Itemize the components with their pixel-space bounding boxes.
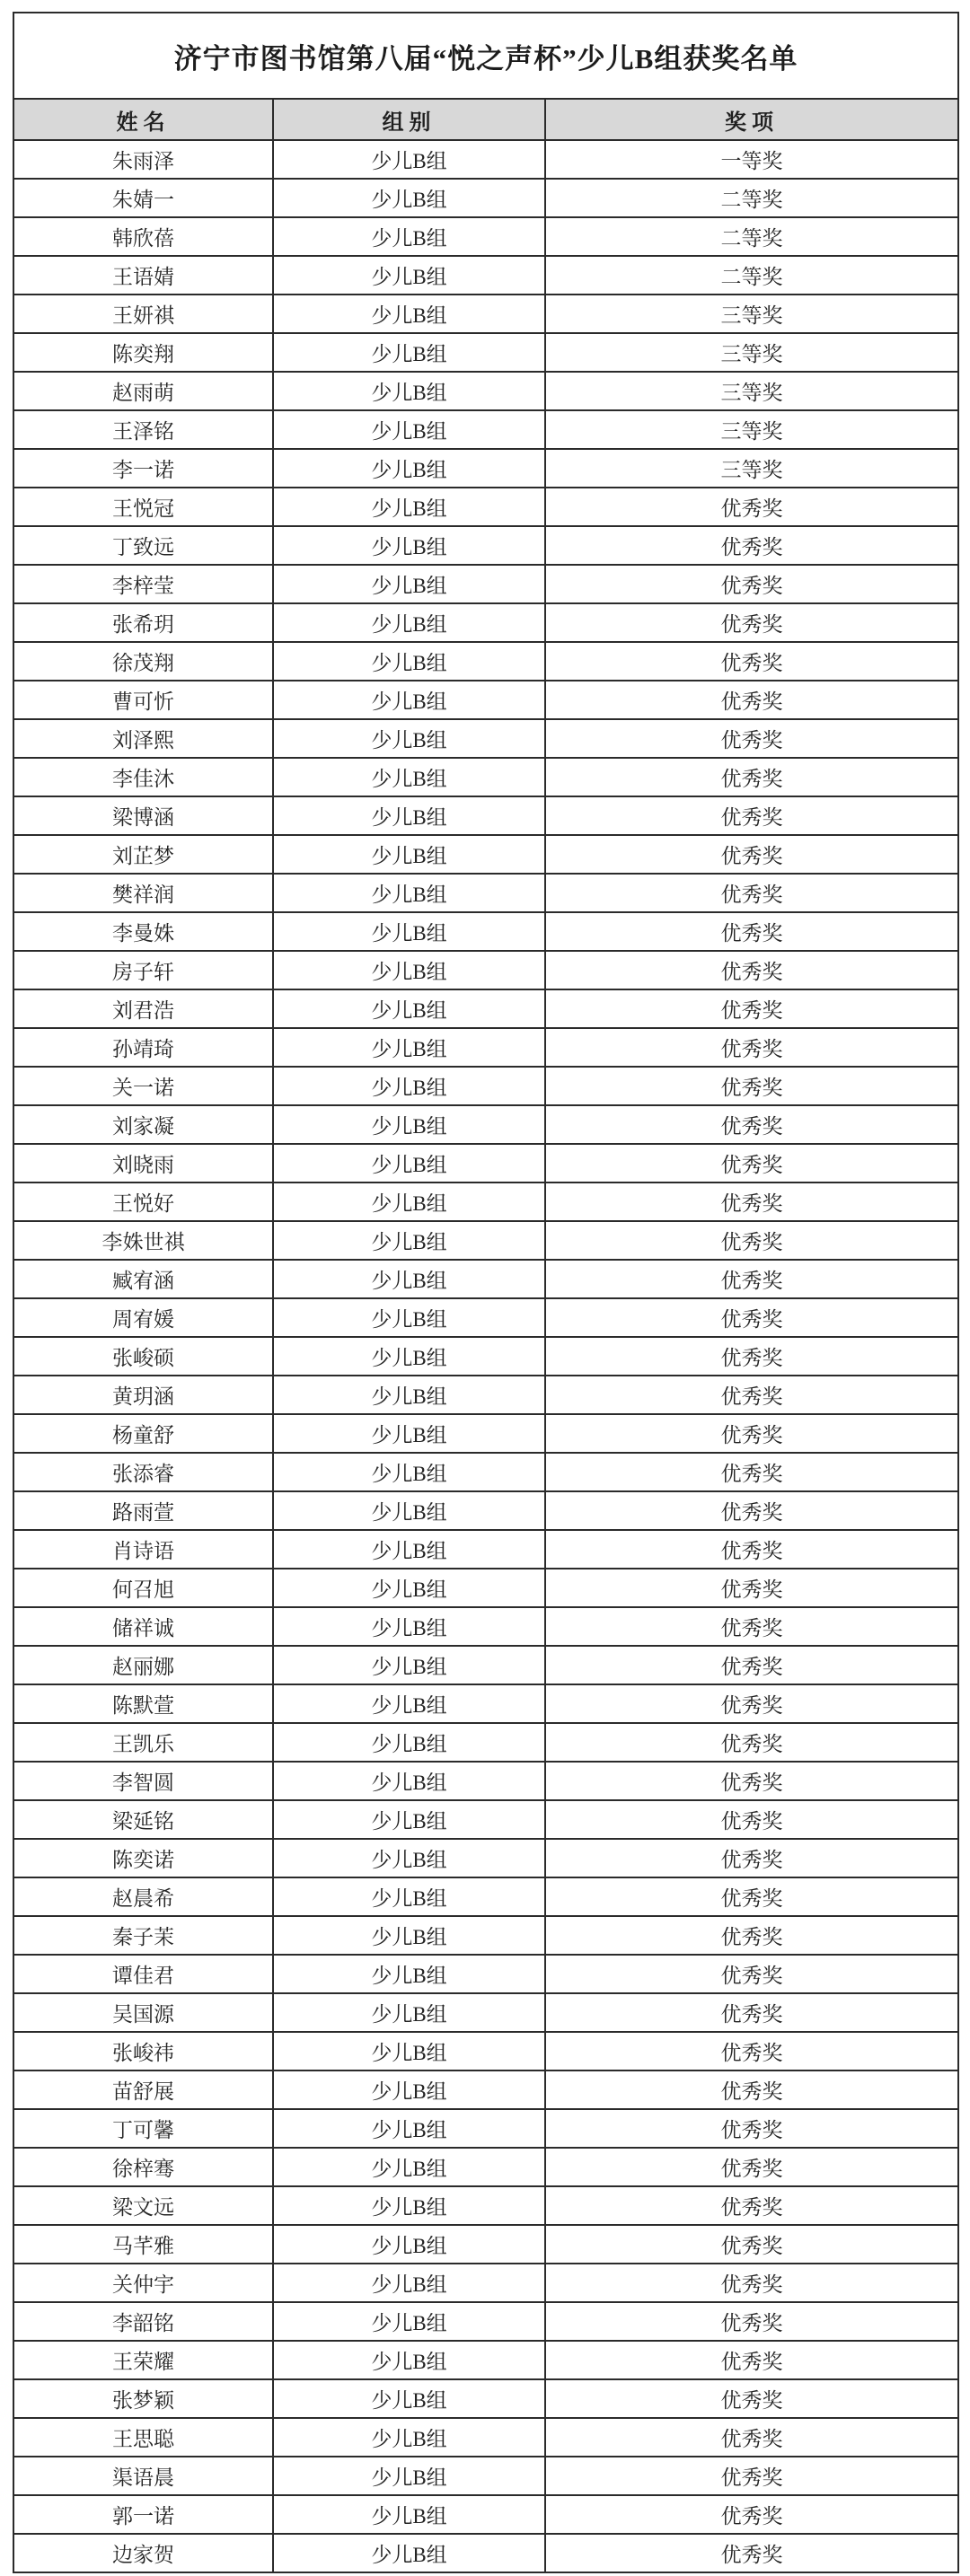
table-row <box>13 912 958 951</box>
group-cell: 少儿B组 <box>273 912 545 951</box>
award-cell: 三等奖 <box>545 372 958 410</box>
group-cell: 少儿B组 <box>273 2534 545 2572</box>
table-row <box>13 1414 958 1453</box>
name-cell: 徐茂翔 <box>13 642 273 681</box>
award-cell: 优秀奖 <box>545 2302 958 2341</box>
award-cell: 优秀奖 <box>545 1723 958 1762</box>
group-cell: 少儿B组 <box>273 1530 545 1569</box>
table-row <box>13 179 958 217</box>
group-cell: 少儿B组 <box>273 2186 545 2225</box>
table-row <box>13 1298 958 1337</box>
name-cell: 丁可馨 <box>13 2109 273 2148</box>
award-cell: 优秀奖 <box>545 1530 958 1569</box>
award-cell: 二等奖 <box>545 256 958 295</box>
award-cell: 优秀奖 <box>545 2379 958 2418</box>
name-cell: 朱雨泽 <box>13 140 273 179</box>
table-row <box>13 1607 958 1646</box>
group-cell: 少儿B组 <box>273 1105 545 1144</box>
name-cell: 刘泽熙 <box>13 719 273 758</box>
name-cell: 李姝世祺 <box>13 1221 273 1260</box>
group-cell: 少儿B组 <box>273 1800 545 1839</box>
table-row <box>13 758 958 796</box>
table-row <box>13 1221 958 1260</box>
group-cell: 少儿B组 <box>273 874 545 912</box>
name-cell: 赵雨萌 <box>13 372 273 410</box>
group-cell: 少儿B组 <box>273 2418 545 2457</box>
group-cell: 少儿B组 <box>273 1646 545 1684</box>
table-row <box>13 2148 958 2186</box>
award-cell: 优秀奖 <box>545 1144 958 1182</box>
group-cell: 少儿B组 <box>273 256 545 295</box>
table-row <box>13 1028 958 1067</box>
group-cell: 少儿B组 <box>273 1569 545 1607</box>
award-cell: 优秀奖 <box>545 565 958 603</box>
group-cell: 少儿B组 <box>273 603 545 642</box>
name-cell: 马芊雅 <box>13 2225 273 2264</box>
table-row <box>13 2109 958 2148</box>
table-row <box>13 1491 958 1530</box>
table-row <box>13 449 958 488</box>
table-row <box>13 796 958 835</box>
award-cell: 优秀奖 <box>545 1877 958 1916</box>
award-cell: 优秀奖 <box>545 2109 958 2148</box>
name-cell: 徐梓骞 <box>13 2148 273 2186</box>
table-row <box>13 1569 958 1607</box>
award-list-sheet <box>13 12 957 2573</box>
name-cell: 王凯乐 <box>13 1723 273 1762</box>
award-cell: 优秀奖 <box>545 1839 958 1877</box>
table-row <box>13 1877 958 1916</box>
table-row <box>13 2225 958 2264</box>
group-cell: 少儿B组 <box>273 2341 545 2379</box>
name-cell: 杨童舒 <box>13 1414 273 1453</box>
name-cell: 张添睿 <box>13 1453 273 1491</box>
award-cell: 优秀奖 <box>545 1916 958 1955</box>
group-cell: 少儿B组 <box>273 2148 545 2186</box>
group-cell: 少儿B组 <box>273 1684 545 1723</box>
award-cell: 三等奖 <box>545 333 958 372</box>
col-header-name: 姓名 <box>13 99 273 140</box>
award-cell: 优秀奖 <box>545 874 958 912</box>
name-cell: 张希玥 <box>13 603 273 642</box>
award-cell: 优秀奖 <box>545 1491 958 1530</box>
award-cell: 优秀奖 <box>545 1993 958 2032</box>
title-row <box>13 13 958 99</box>
table-row <box>13 2302 958 2341</box>
table-row <box>13 835 958 874</box>
award-cell: 优秀奖 <box>545 2457 958 2495</box>
group-cell: 少儿B组 <box>273 449 545 488</box>
award-cell: 优秀奖 <box>545 488 958 526</box>
table-row <box>13 1530 958 1569</box>
table-row <box>13 2070 958 2109</box>
award-cell: 优秀奖 <box>545 1684 958 1723</box>
award-cell: 二等奖 <box>545 217 958 256</box>
award-cell: 优秀奖 <box>545 1762 958 1800</box>
group-cell: 少儿B组 <box>273 488 545 526</box>
award-cell: 优秀奖 <box>545 796 958 835</box>
award-cell: 优秀奖 <box>545 2225 958 2264</box>
table-row <box>13 642 958 681</box>
table-row <box>13 719 958 758</box>
award-cell: 优秀奖 <box>545 1182 958 1221</box>
col-header-group: 组别 <box>273 99 545 140</box>
table-row <box>13 1105 958 1144</box>
name-cell: 王思聪 <box>13 2418 273 2457</box>
name-cell: 周宥媛 <box>13 1298 273 1337</box>
award-cell: 二等奖 <box>545 179 958 217</box>
award-cell: 优秀奖 <box>545 1067 958 1105</box>
award-cell: 优秀奖 <box>545 1298 958 1337</box>
award-cell: 优秀奖 <box>545 2070 958 2109</box>
award-cell: 优秀奖 <box>545 2032 958 2070</box>
group-cell: 少儿B组 <box>273 140 545 179</box>
group-cell: 少儿B组 <box>273 1993 545 2032</box>
table-row <box>13 1839 958 1877</box>
group-cell: 少儿B组 <box>273 179 545 217</box>
group-cell: 少儿B组 <box>273 2379 545 2418</box>
group-cell: 少儿B组 <box>273 526 545 565</box>
name-cell: 李韶铭 <box>13 2302 273 2341</box>
table-row <box>13 1067 958 1105</box>
name-cell: 刘家凝 <box>13 1105 273 1144</box>
name-cell: 赵丽娜 <box>13 1646 273 1684</box>
table-row <box>13 2032 958 2070</box>
group-cell: 少儿B组 <box>273 681 545 719</box>
name-cell: 李智圆 <box>13 1762 273 1800</box>
name-cell: 樊祥润 <box>13 874 273 912</box>
award-cell: 优秀奖 <box>545 912 958 951</box>
award-cell: 优秀奖 <box>545 526 958 565</box>
table-row <box>13 2186 958 2225</box>
group-cell: 少儿B组 <box>273 1414 545 1453</box>
name-cell: 谭佳君 <box>13 1955 273 1993</box>
group-cell: 少儿B组 <box>273 1955 545 1993</box>
table-row <box>13 1646 958 1684</box>
table-row <box>13 1993 958 2032</box>
table-row <box>13 1144 958 1182</box>
award-cell: 优秀奖 <box>545 1105 958 1144</box>
name-cell: 刘君浩 <box>13 989 273 1028</box>
award-cell: 优秀奖 <box>545 989 958 1028</box>
award-table <box>13 12 959 2573</box>
name-cell: 孙靖琦 <box>13 1028 273 1067</box>
table-row <box>13 333 958 372</box>
award-cell: 优秀奖 <box>545 642 958 681</box>
group-cell: 少儿B组 <box>273 1144 545 1182</box>
group-cell: 少儿B组 <box>273 295 545 333</box>
award-cell: 优秀奖 <box>545 681 958 719</box>
award-cell: 优秀奖 <box>545 1260 958 1298</box>
group-cell: 少儿B组 <box>273 1028 545 1067</box>
name-cell: 刘芷梦 <box>13 835 273 874</box>
award-cell: 优秀奖 <box>545 603 958 642</box>
name-cell: 黄玥涵 <box>13 1376 273 1414</box>
award-cell: 优秀奖 <box>545 2534 958 2572</box>
group-cell: 少儿B组 <box>273 796 545 835</box>
name-cell: 梁博涵 <box>13 796 273 835</box>
group-cell: 少儿B组 <box>273 719 545 758</box>
table-row <box>13 1916 958 1955</box>
group-cell: 少儿B组 <box>273 1376 545 1414</box>
table-row <box>13 603 958 642</box>
name-cell: 梁文远 <box>13 2186 273 2225</box>
table-row <box>13 2457 958 2495</box>
award-cell: 优秀奖 <box>545 1376 958 1414</box>
name-cell: 郭一诺 <box>13 2495 273 2534</box>
group-cell: 少儿B组 <box>273 2457 545 2495</box>
award-cell: 优秀奖 <box>545 1221 958 1260</box>
award-cell: 优秀奖 <box>545 1955 958 1993</box>
award-cell: 优秀奖 <box>545 2264 958 2302</box>
name-cell: 房子轩 <box>13 951 273 989</box>
name-cell: 张梦颖 <box>13 2379 273 2418</box>
table-row <box>13 526 958 565</box>
group-cell: 少儿B组 <box>273 1916 545 1955</box>
group-cell: 少儿B组 <box>273 1839 545 1877</box>
group-cell: 少儿B组 <box>273 1453 545 1491</box>
table-row <box>13 372 958 410</box>
name-cell: 韩欣蓓 <box>13 217 273 256</box>
table-row <box>13 217 958 256</box>
award-cell: 优秀奖 <box>545 2418 958 2457</box>
award-cell: 优秀奖 <box>545 719 958 758</box>
table-row <box>13 2264 958 2302</box>
award-cell: 优秀奖 <box>545 1569 958 1607</box>
name-cell: 王悦好 <box>13 1182 273 1221</box>
group-cell: 少儿B组 <box>273 758 545 796</box>
name-cell: 王语婧 <box>13 256 273 295</box>
group-cell: 少儿B组 <box>273 1067 545 1105</box>
group-cell: 少儿B组 <box>273 1182 545 1221</box>
name-cell: 渠语晨 <box>13 2457 273 2495</box>
award-cell: 三等奖 <box>545 449 958 488</box>
name-cell: 关仲宇 <box>13 2264 273 2302</box>
group-cell: 少儿B组 <box>273 333 545 372</box>
group-cell: 少儿B组 <box>273 1607 545 1646</box>
table-row <box>13 1182 958 1221</box>
name-cell: 刘晓雨 <box>13 1144 273 1182</box>
col-header-award: 奖项 <box>545 99 958 140</box>
table-row <box>13 410 958 449</box>
table-row <box>13 1800 958 1839</box>
award-cell: 优秀奖 <box>545 1646 958 1684</box>
group-cell: 少儿B组 <box>273 2225 545 2264</box>
name-cell: 丁致远 <box>13 526 273 565</box>
name-cell: 梁延铭 <box>13 1800 273 1839</box>
award-cell: 优秀奖 <box>545 2341 958 2379</box>
table-row <box>13 874 958 912</box>
table-row <box>13 2341 958 2379</box>
table-row <box>13 295 958 333</box>
table-row <box>13 1337 958 1376</box>
group-cell: 少儿B组 <box>273 1337 545 1376</box>
table-row <box>13 1453 958 1491</box>
table-row <box>13 2534 958 2572</box>
name-cell: 吴国源 <box>13 1993 273 2032</box>
table-row <box>13 565 958 603</box>
name-cell: 李曼姝 <box>13 912 273 951</box>
table-row <box>13 1955 958 1993</box>
name-cell: 陈奕诺 <box>13 1839 273 1877</box>
group-cell: 少儿B组 <box>273 2495 545 2534</box>
name-cell: 王悦冠 <box>13 488 273 526</box>
award-cell: 三等奖 <box>545 295 958 333</box>
name-cell: 张峻硕 <box>13 1337 273 1376</box>
table-row <box>13 1762 958 1800</box>
award-cell: 优秀奖 <box>545 951 958 989</box>
table-row <box>13 2418 958 2457</box>
group-cell: 少儿B组 <box>273 1298 545 1337</box>
table-row <box>13 989 958 1028</box>
group-cell: 少儿B组 <box>273 1491 545 1530</box>
table-row <box>13 256 958 295</box>
name-cell: 肖诗语 <box>13 1530 273 1569</box>
group-cell: 少儿B组 <box>273 1221 545 1260</box>
name-cell: 路雨萱 <box>13 1491 273 1530</box>
name-cell: 张峻祎 <box>13 2032 273 2070</box>
name-cell: 边家贺 <box>13 2534 273 2572</box>
group-cell: 少儿B组 <box>273 2109 545 2148</box>
group-cell: 少儿B组 <box>273 642 545 681</box>
name-cell: 何召旭 <box>13 1569 273 1607</box>
award-cell: 优秀奖 <box>545 1800 958 1839</box>
name-cell: 李佳沐 <box>13 758 273 796</box>
name-cell: 王泽铭 <box>13 410 273 449</box>
table-row <box>13 1260 958 1298</box>
group-cell: 少儿B组 <box>273 1260 545 1298</box>
group-cell: 少儿B组 <box>273 951 545 989</box>
group-cell: 少儿B组 <box>273 217 545 256</box>
group-cell: 少儿B组 <box>273 1723 545 1762</box>
name-cell: 朱婧一 <box>13 179 273 217</box>
table-row <box>13 2379 958 2418</box>
page-title: 济宁市图书馆第八届“悦之声杯”少儿B组获奖名单 <box>13 13 958 99</box>
group-cell: 少儿B组 <box>273 2032 545 2070</box>
table-row <box>13 1684 958 1723</box>
award-cell: 优秀奖 <box>545 758 958 796</box>
name-cell: 王荣耀 <box>13 2341 273 2379</box>
table-row <box>13 2495 958 2534</box>
award-cell: 优秀奖 <box>545 1414 958 1453</box>
name-cell: 曹可忻 <box>13 681 273 719</box>
table-body <box>13 140 958 2572</box>
award-cell: 优秀奖 <box>545 2495 958 2534</box>
name-cell: 关一诺 <box>13 1067 273 1105</box>
award-cell: 一等奖 <box>545 140 958 179</box>
group-cell: 少儿B组 <box>273 2302 545 2341</box>
group-cell: 少儿B组 <box>273 2264 545 2302</box>
table-row <box>13 951 958 989</box>
group-cell: 少儿B组 <box>273 410 545 449</box>
name-cell: 李梓莹 <box>13 565 273 603</box>
table-row <box>13 1376 958 1414</box>
award-cell: 优秀奖 <box>545 1337 958 1376</box>
award-cell: 优秀奖 <box>545 835 958 874</box>
group-cell: 少儿B组 <box>273 372 545 410</box>
name-cell: 陈奕翔 <box>13 333 273 372</box>
group-cell: 少儿B组 <box>273 835 545 874</box>
award-cell: 优秀奖 <box>545 1453 958 1491</box>
name-cell: 储祥诚 <box>13 1607 273 1646</box>
table-row <box>13 140 958 179</box>
group-cell: 少儿B组 <box>273 2070 545 2109</box>
group-cell: 少儿B组 <box>273 1877 545 1916</box>
name-cell: 秦子茉 <box>13 1916 273 1955</box>
group-cell: 少儿B组 <box>273 1762 545 1800</box>
table-row <box>13 1723 958 1762</box>
table-row <box>13 681 958 719</box>
name-cell: 李一诺 <box>13 449 273 488</box>
name-cell: 臧宥涵 <box>13 1260 273 1298</box>
table-row <box>13 488 958 526</box>
name-cell: 赵晨希 <box>13 1877 273 1916</box>
award-cell: 优秀奖 <box>545 1028 958 1067</box>
name-cell: 苗舒展 <box>13 2070 273 2109</box>
name-cell: 王妍祺 <box>13 295 273 333</box>
award-cell: 优秀奖 <box>545 1607 958 1646</box>
award-cell: 优秀奖 <box>545 2186 958 2225</box>
header-row <box>13 99 958 140</box>
award-cell: 优秀奖 <box>545 2148 958 2186</box>
group-cell: 少儿B组 <box>273 989 545 1028</box>
group-cell: 少儿B组 <box>273 565 545 603</box>
award-cell: 三等奖 <box>545 410 958 449</box>
name-cell: 陈默萱 <box>13 1684 273 1723</box>
